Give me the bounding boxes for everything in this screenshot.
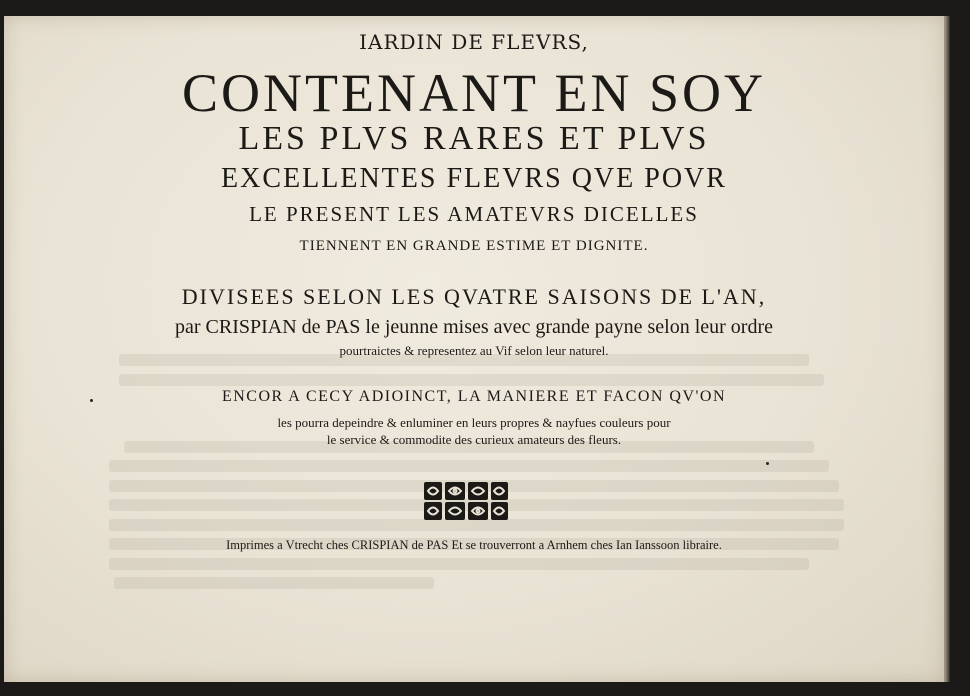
- printers-fleuron-icon: [422, 480, 510, 522]
- addition-line-1: ENCOR A CECY ADIOINCT, LA MANIERE ET FACON QV'ON: [221, 388, 727, 405]
- ink-speck: [90, 399, 93, 402]
- title-line-5: LE PRESENT LES AMATEVRS DICELLES: [249, 202, 699, 226]
- author-line: par CRISPIAN de PAS le jeunne mises avec grande payne selon leur ordre: [174, 316, 773, 338]
- subtitle-line-1: DIVISEES SELON LES QVATRE SAISONS DE L'AN,: [181, 284, 767, 309]
- title-line-4: EXCELLENTES FLEVRS QVE POVR: [221, 163, 727, 194]
- ink-speck: [766, 462, 769, 465]
- addition-line-2: les pourra depeindre & enluminer en leurs propres & nayfues couleurs pour: [277, 415, 671, 430]
- addition-line-3: le service & commodite des curieux amateurs des fleurs.: [326, 432, 622, 447]
- title-line-1: IARDIN DE FLEVRS,: [359, 30, 589, 54]
- title-line-3: LES PLVS RARES ET PLVS: [238, 120, 710, 157]
- imprint-line: Imprimes a Vtrecht ches CRISPIAN de PAS Et se trouverront a Arnhem ches Ian Ianssoon libraire.: [226, 538, 722, 552]
- title-line-2: CONTENANT EN SOY: [182, 63, 766, 123]
- title-line-6: TIENNENT EN GRANDE ESTIME ET DIGNITE.: [299, 238, 649, 254]
- author-line-2: pourtraictes & representez au Vif selon leur naturel.: [339, 343, 609, 358]
- title-page: [4, 16, 944, 682]
